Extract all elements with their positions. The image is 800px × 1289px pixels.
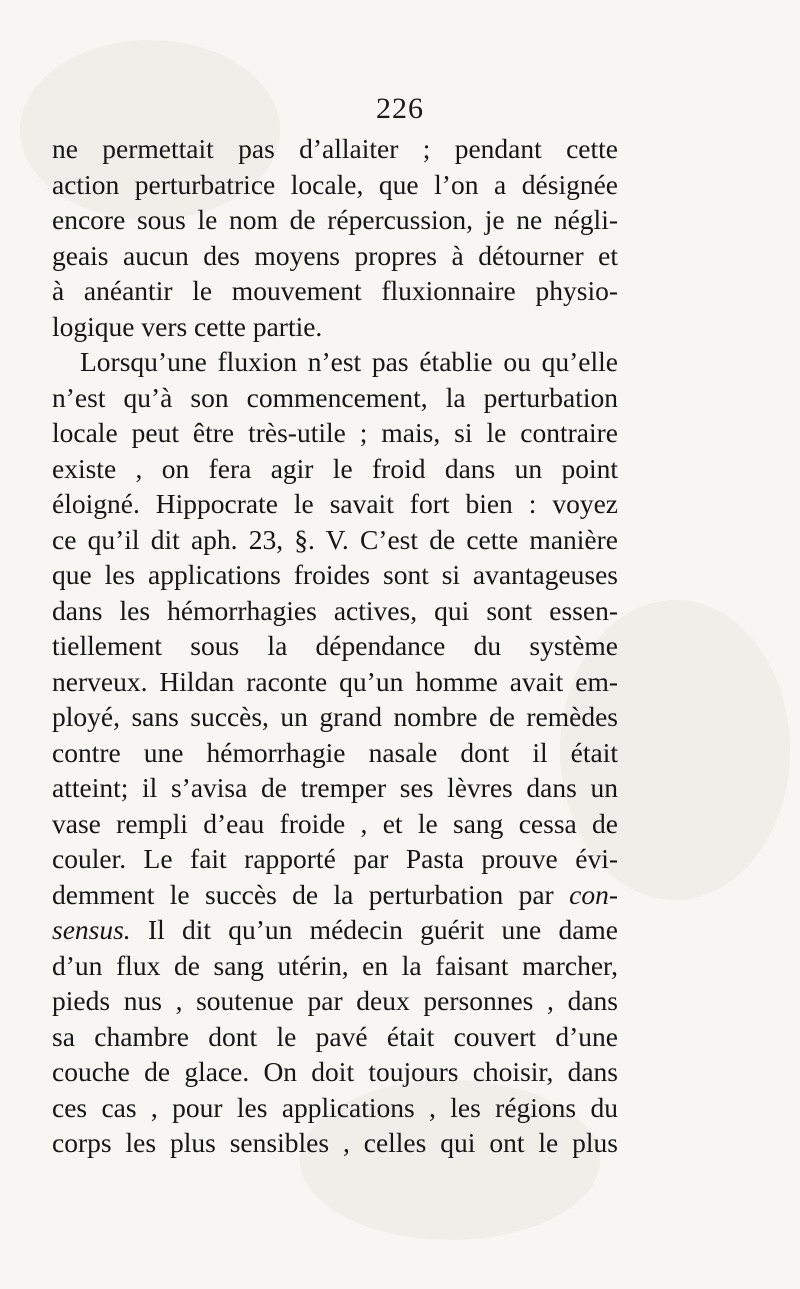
line-text: ces cas , pour les applications , les régions du: [52, 1091, 618, 1123]
text-line: [52, 806, 618, 842]
line-text: Il dit qu’un médecin guérit une dame: [130, 914, 618, 945]
italic-text: sensus.: [52, 914, 131, 945]
text-line: [52, 557, 618, 593]
line-text: nerveux. Hildan raconte qu’un homme avait em-: [52, 665, 618, 697]
line-text: Lorsqu’une fluxion n’est pas établie ou qu’elle: [80, 346, 618, 377]
text-line: [52, 522, 618, 558]
line-text: demment le succès de la perturbation par: [52, 878, 570, 910]
text-line: [52, 202, 618, 238]
text-line: [52, 948, 618, 984]
line-text: atteint; il s’avisa de tremper ses lèvres dans un: [52, 772, 618, 803]
text-line: [52, 380, 618, 416]
text-line: [52, 983, 618, 1019]
line-text: corps les plus sensibles , celles qui ont le plus: [52, 1127, 618, 1158]
text-line: [52, 238, 618, 274]
line-text: ployé, sans succès, un grand nombre de remèdes: [52, 701, 618, 732]
line-text: sa chambre dont le pavé était couvert d’une: [52, 1020, 618, 1052]
text-line: [52, 486, 618, 522]
text-line: [52, 770, 618, 806]
line-text: contre une hémorrhagie nasale dont il était: [52, 736, 618, 768]
text-line: [52, 735, 618, 771]
text-line: [52, 309, 618, 345]
line-text: tiellement sous la dépendance du système: [52, 630, 618, 661]
line-text: action perturbatrice locale, que l’on a désignée: [52, 168, 618, 200]
page-number: 226: [376, 92, 424, 125]
line-text: que les applications froides sont si avantageuses: [52, 559, 618, 590]
line-text: dans les hémorrhagies actives, qui sont essen-: [52, 594, 618, 626]
line-text: vase rempli d’eau froide , et le sang cessa de: [52, 807, 618, 839]
text-line: [52, 664, 618, 700]
line-text: ce qu’il dit aph. 23, §. V. C’est de cette manière: [52, 523, 618, 555]
line-text: encore sous le nom de répercussion, je ne négli-: [52, 204, 618, 235]
line-text: n’est qu’à son commencement, la perturbation: [52, 381, 618, 413]
text-line: [52, 877, 618, 913]
line-text: geais aucun des moyens propres à détourner et: [52, 239, 618, 271]
text-line: [52, 415, 618, 451]
text-line: [52, 628, 618, 664]
text-line: [52, 131, 618, 167]
body-text: [52, 131, 618, 1161]
text-line: [52, 344, 618, 380]
line-text: couler. Le fait rapporté par Pasta prouve évi-: [52, 843, 618, 874]
text-line: [52, 912, 618, 948]
text-line: [52, 1054, 618, 1090]
text-line: [52, 1125, 618, 1161]
text-line: [52, 593, 618, 629]
line-text: locale peut être très-utile ; mais, si le contraire: [52, 417, 618, 448]
line-text: pieds nus , soutenue par deux personnes , dans: [52, 985, 618, 1016]
line-text: existe , on fera agir le froid dans un point: [52, 452, 618, 484]
line-text: logique vers cette partie.: [52, 310, 323, 342]
line-text: à anéantir le mouvement fluxionnaire physio-: [52, 275, 618, 306]
line-text: couche de glace. On doit toujours choisir, dans: [52, 1056, 618, 1087]
text-line: [52, 1090, 618, 1126]
text-line: [52, 841, 618, 877]
line-text: ne permettait pas d’allaiter ; pendant cette: [52, 133, 618, 164]
text-line: [52, 273, 618, 309]
text-line: [52, 699, 618, 735]
line-text: éloigné. Hippocrate le savait fort bien : voyez: [52, 488, 618, 519]
text-line: [52, 167, 618, 203]
italic-text: con-: [569, 878, 618, 910]
line-text: d’un flux de sang utérin, en la faisant marcher,: [52, 949, 618, 981]
text-line: [52, 451, 618, 487]
text-line: [52, 1019, 618, 1055]
